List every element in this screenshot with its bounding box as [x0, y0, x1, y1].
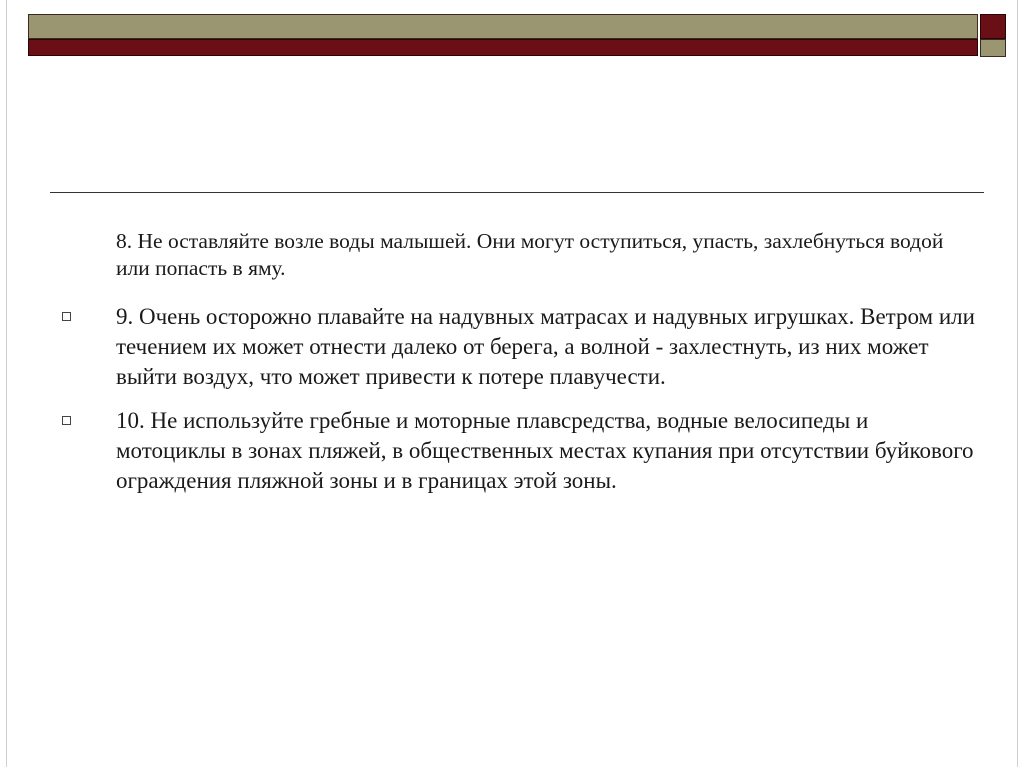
- paragraph-text: 10. Не используйте гребные и моторные плавсредства, водные велосипеды и мотоциклы в зонах пляжей, в общественных местах купания при отсутствии буйкового ограждения пляжной зоны и в границах этой зоны.: [116, 408, 974, 493]
- title-divider: [50, 192, 984, 193]
- header-bar-olive: [28, 14, 978, 39]
- paragraph-8: [56, 228, 976, 282]
- paragraph-10: [56, 406, 976, 496]
- paragraph-text: 8. Не оставляйте возле воды малышей. Они могут оступиться, упасть, захлебнуться водой или попасть в яму.: [116, 229, 944, 280]
- paragraph-text: 9. Очень осторожно плавайте на надувных матрасах и надувных игрушках. Ветром или течением их может отнести далеко от берега, а волной - захлестнуть, из них может выйти воздух, что может привести к потере плавучести.: [116, 304, 975, 389]
- slide-body: [56, 228, 976, 510]
- square-bullet-icon: [62, 312, 71, 321]
- header-bar-maroon: [28, 39, 978, 56]
- paragraph-9: [56, 302, 976, 392]
- header-square-maroon: [980, 14, 1006, 39]
- header-square-olive: [980, 39, 1006, 57]
- square-bullet-icon: [62, 416, 71, 425]
